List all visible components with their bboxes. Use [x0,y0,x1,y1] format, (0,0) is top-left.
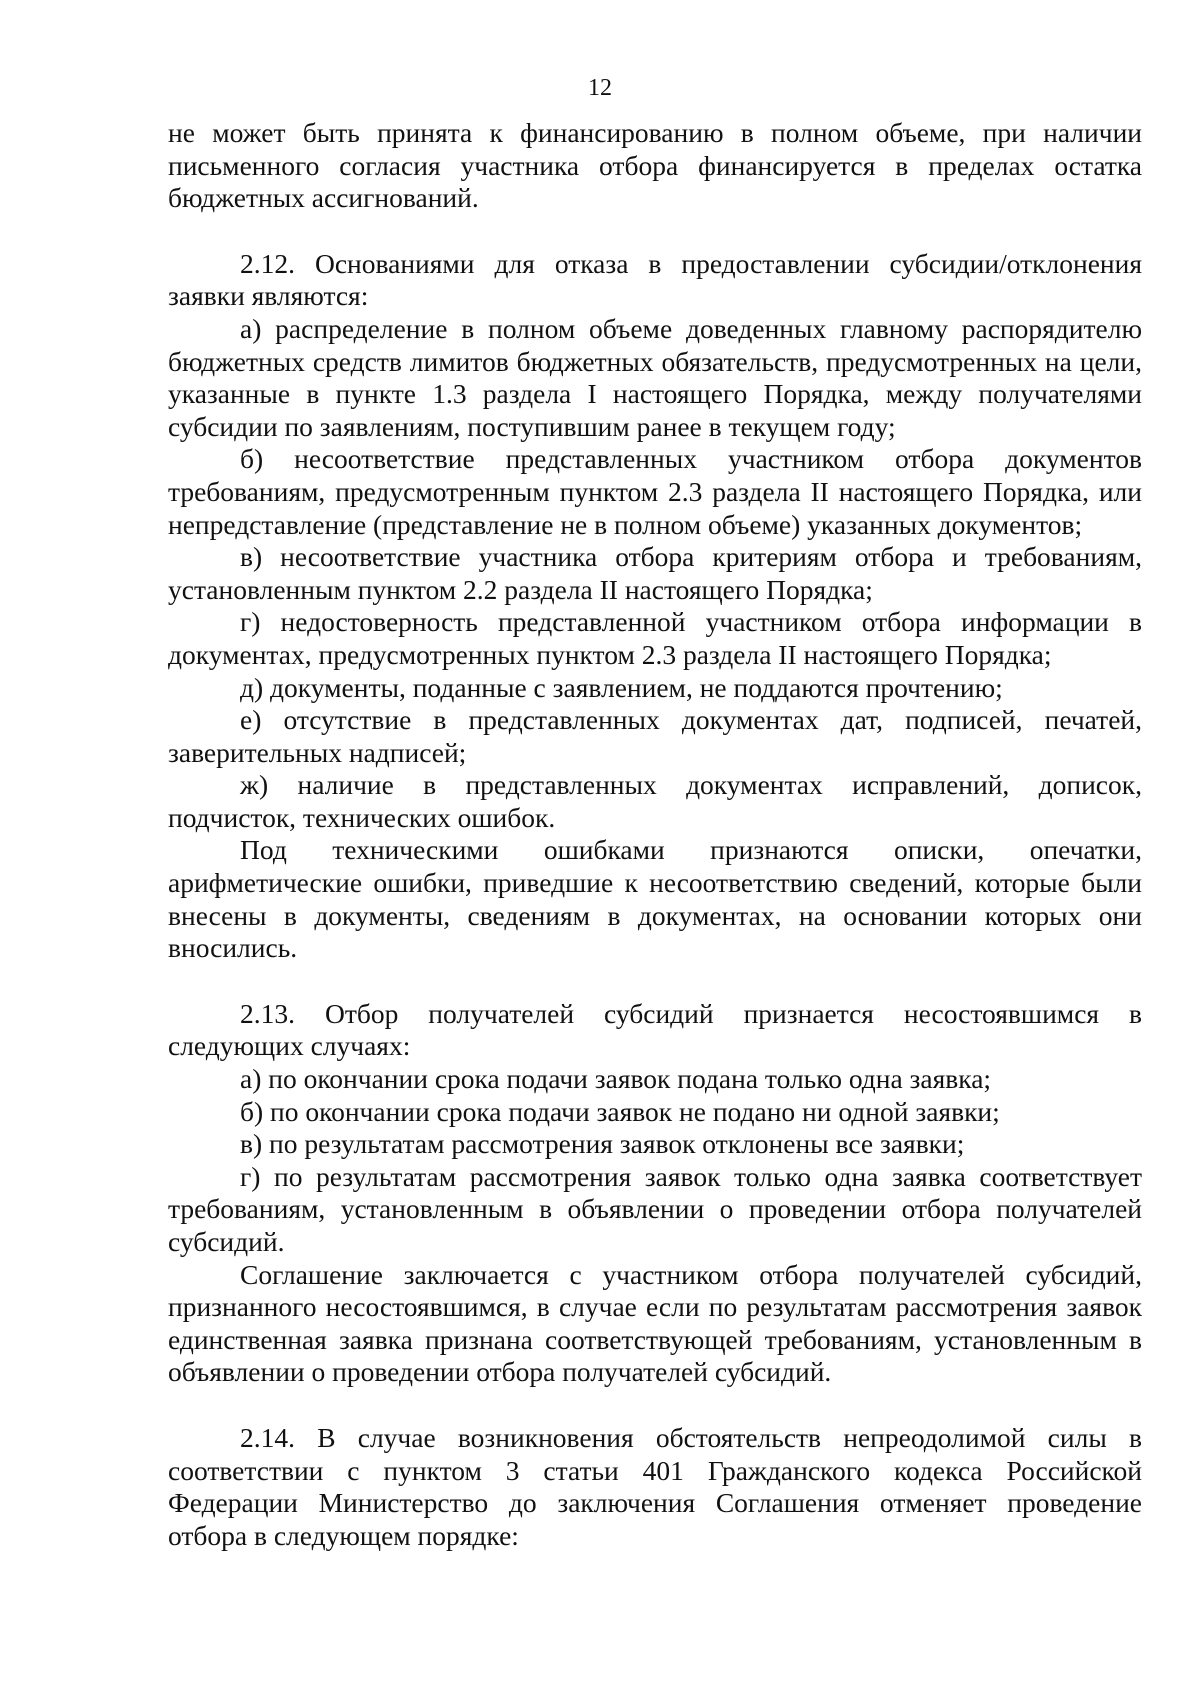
clause-2-13-item-b: б) по окончании срока подачи заявок не подано ни одной заявки; [240,1095,1000,1127]
clause-2-12-item-a: а) распределение в полном объеме доведенных главному распорядителю бюджетных средств лимитов бюджетных обязательств, предусмотренных на цели, указанные в пункте 1.3 раздела I настоящего Порядка, между получателями субсидии по заявлениям, поступившим ранее в текущем году; [168,312,1142,442]
agreement-paragraph: Соглашение заключается с участником отбора получателей субсидий, признанного несостоявшимся, в случае если по результатам рассмотрения заявок единственная заявка признана соответствующей требованиям, установленным в объявлении о проведении отбора получателей субсидий. [168,1258,1142,1388]
page-number: 12 [588,75,612,101]
document-body [168,117,1142,1552]
clause-2-12-item-g: г) недостоверность представленной участником отбора информации в документах, предусмотренных пунктом 2.3 раздела II настоящего Порядка; [168,606,1142,670]
paragraph-continuation: не может быть принята к финансированию в полном объеме, при наличии письменного согласия участника отбора финансируется в пределах остатка бюджетных ассигнований. [168,117,1142,214]
paragraph-gap [168,965,1142,998]
clause-2-13-item-a: а) по окончании срока подачи заявок подана только одна заявка; [240,1063,992,1095]
clause-2-13-heading: 2.13. Отбор получателей субсидий признается несостоявшимся в следующих случаях: [168,997,1142,1062]
clause-2-12-item-b: б) несоответствие представленных участником отбора документов требованиям, предусмотренным пунктом 2.3 раздела II настоящего Порядка, или непредставление (представление не в полном объеме) указанных документов; [168,443,1142,540]
paragraph-gap [168,1389,1142,1422]
clause-2-12-item-d: д) документы, поданные с заявлением, не поддаются прочтению; [240,671,1003,703]
clause-2-13-item-g: г) по результатам рассмотрения заявок только одна заявка соответствует требованиям, установленным в объявлении о проведении отбора получателей субсидий. [168,1160,1142,1257]
clause-2-12-heading: 2.12. Основаниями для отказа в предоставлении субсидии/отклонения заявки являются: [168,247,1142,312]
clause-2-12-item-e: е) отсутствие в представленных документах дат, подписей, печатей, заверительных надписей; [168,704,1142,768]
clause-2-13-item-v: в) по результатам рассмотрения заявок отклонены все заявки; [240,1128,965,1160]
technical-errors-definition: Под техническими ошибками признаются описки, опечатки, арифметические ошибки, приведшие к несоответствию сведений, которые были внесены в документы, сведениям в документах, на основании которых они вносились. [168,834,1142,964]
clause-2-14: 2.14. В случае возникновения обстоятельств непреодолимой силы в соответствии с пунктом 3 статьи 401 Гражданского кодекса Российской Федерации Министерство до заключения Соглашения отменяет проведение отбора в следующем порядке: [168,1421,1142,1551]
clause-2-12-item-zh: ж) наличие в представленных документах исправлений, дописок, подчисток, технических ошибок. [168,769,1142,833]
paragraph-gap [168,215,1142,248]
clause-2-12-item-v: в) несоответствие участника отбора критериям отбора и требованиям, установленным пунктом 2.2 раздела II настоящего Порядка; [168,541,1142,605]
